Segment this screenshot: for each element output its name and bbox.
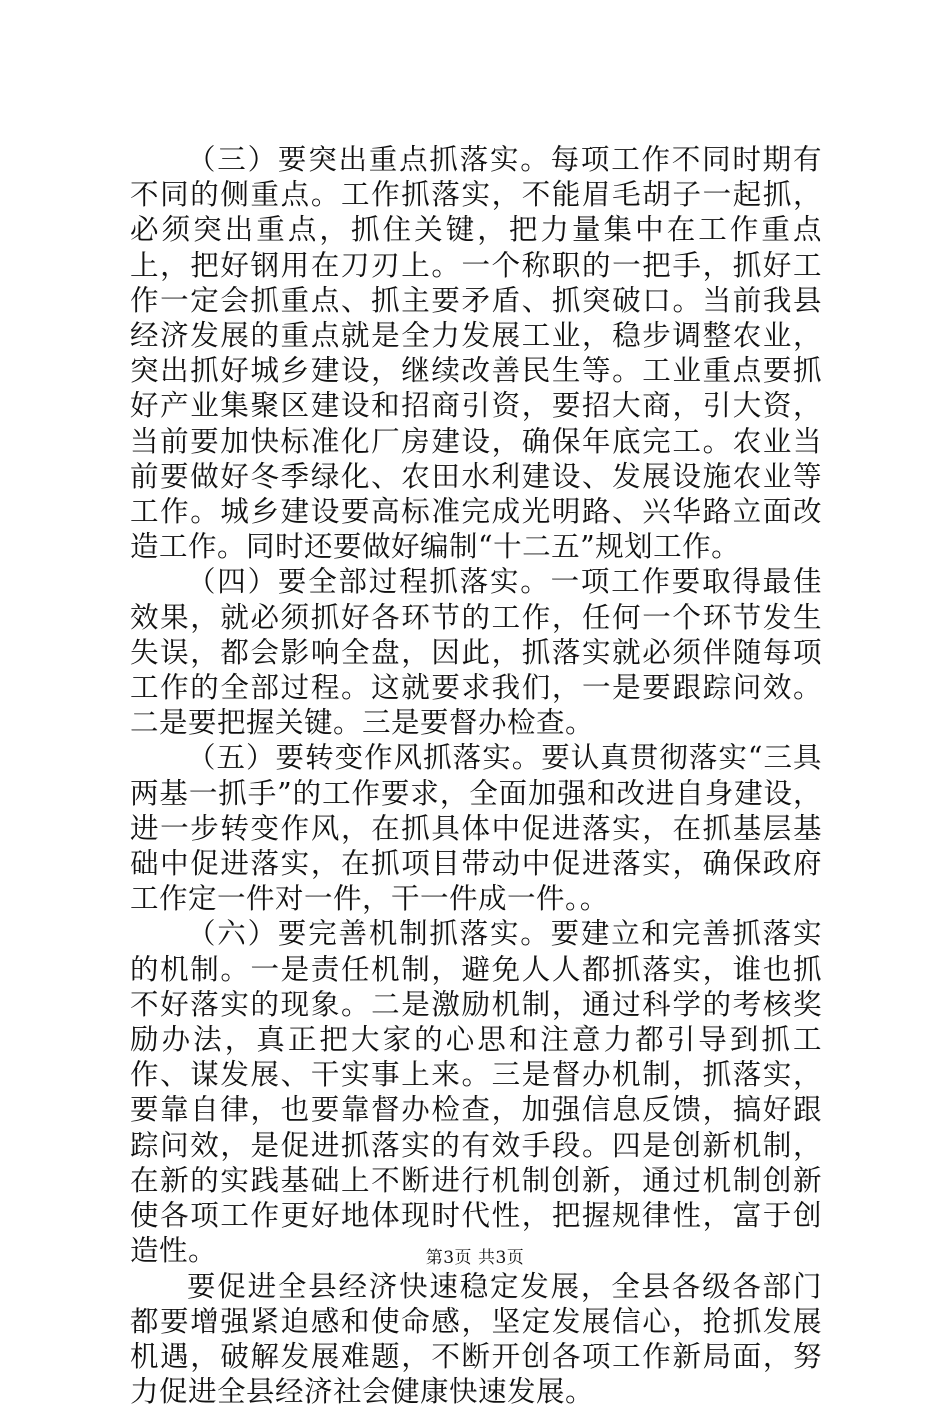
paragraph-section-5: （五）要转变作风抓落实。要认真贯彻落实“三具两基一抓手”的工作要求，全面加强和改进自身建设，进一步转变作风，在抓具体中促进落实，在抓基层基础中促进落实，在抓项目带动中促进落实，确保政府工作定一件对一件，干一件成一件。。 [130, 740, 822, 916]
page-footer [0, 1243, 950, 1268]
paragraph-conclusion: 要促进全县经济快速稳定发展，全县各级各部门都要增强紧迫感和使命感，坚定发展信心，抢抓发展机遇，破解发展难题，不断开创各项工作新局面，努力促进全县经济社会健康快速发展。 [130, 1269, 822, 1409]
paragraph-section-3: （三）要突出重点抓落实。每项工作不同时期有不同的侧重点。工作抓落实，不能眉毛胡子一起抓，必须突出重点，抓住关键，把力量集中在工作重点上，把好钢用在刀刃上。一个称职的一把手，抓好工作一定会抓重点、抓主要矛盾、抓突破口。当前我县经济发展的重点就是全力发展工业，稳步调整农业，突出抓好城乡建设，继续改善民生等。工业重点要抓好产业集聚区建设和招商引资，要招大商，引大资，当前要加快标准化厂房建设，确保年底完工。农业当前要做好冬季绿化、农田水利建设、发展设施农业等工作。城乡建设要高标准完成光明路、兴华路立面改造工作。同时还要做好编制“十二五”规划工作。 [130, 142, 822, 564]
paragraph-section-6: （六）要完善机制抓落实。要建立和完善抓落实的机制。一是责任机制，避免人人都抓落实，谁也抓不好落实的现象。二是激励机制，通过科学的考核奖励办法，真正把大家的心思和注意力都引导到抓工作、谋发展、干实事上来。三是督办机制，抓落实，要靠自律，也要靠督办检查，加强信息反馈，搞好跟踪问效，是促进抓落实的有效手段。四是创新机制，在新的实践基础上不断进行机制创新，通过机制创新使各项工作更好地体现时代性，把握规律性，富于创造性。 [130, 916, 822, 1268]
page-number-label: 第3页 共3页 [426, 1248, 525, 1268]
document-body [130, 142, 822, 1409]
paragraph-section-4: （四）要全部过程抓落实。一项工作要取得最佳效果，就必须抓好各环节的工作，任何一个环节发生失误，都会影响全盘，因此，抓落实就必须伴随每项工作的全部过程。这就要求我们，一是要跟踪问效。二是要把握关键。三是要督办检查。 [130, 564, 822, 740]
